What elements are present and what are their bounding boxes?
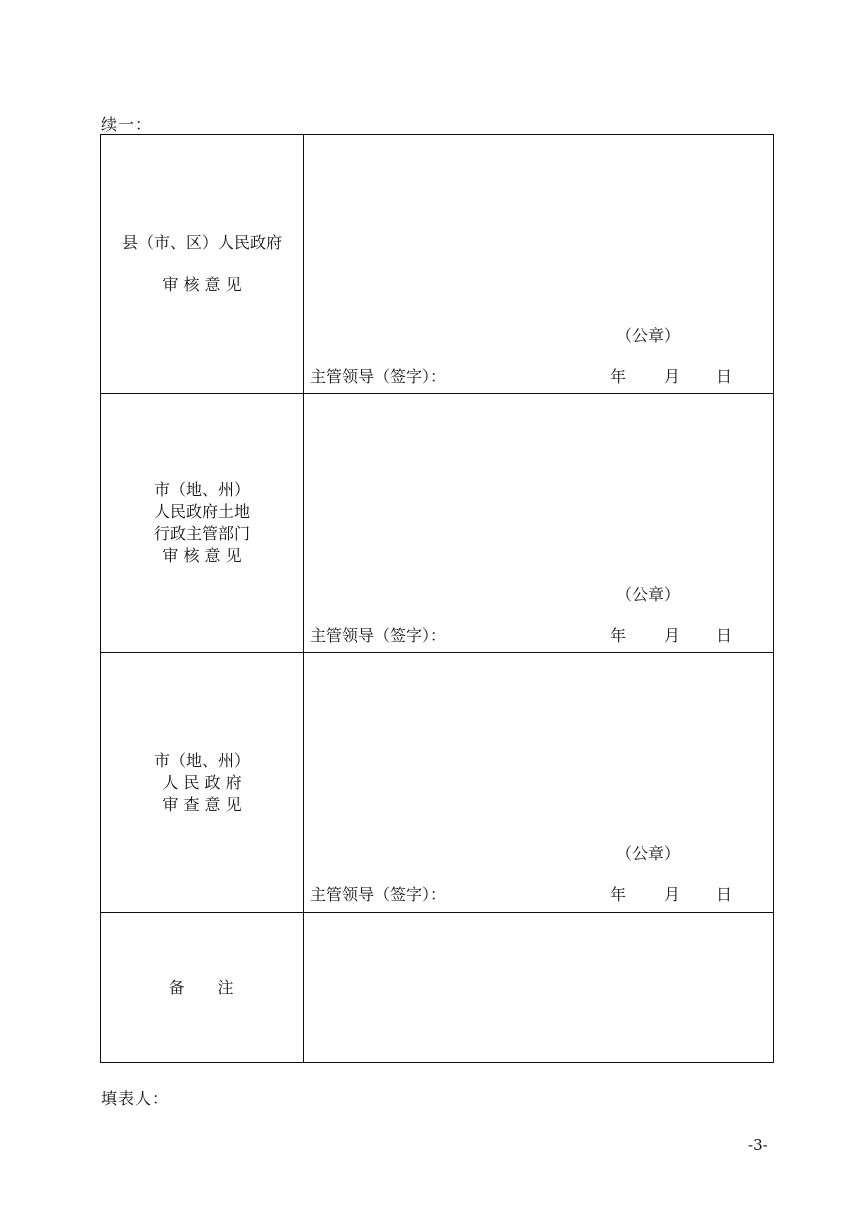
filler-label: 填表人： [101,1089,170,1108]
date-month-label: 月 [664,367,681,386]
review-form-table [100,134,774,1063]
county-review-content-cell[interactable] [304,135,774,394]
county-review-label-line-2: 审 核 意 见 [162,275,242,294]
city-gov-label-line-2: 人 民 政 府 [162,772,242,792]
date-day-label: 日 [716,885,733,904]
date-day-label: 日 [716,367,733,386]
city-land-label-line-1: 市（地、州） [153,480,250,499]
date-year-label: 年 [610,367,627,386]
city-gov-label-line-3: 审 查 意 见 [162,794,242,814]
signature-label: 主管领导（签字）： [310,367,447,386]
official-seal-label: （公章） [616,844,681,863]
city-land-review-label-cell [101,394,304,653]
signature-row [310,882,773,906]
city-gov-review-label-cell [101,653,304,913]
city-land-dept-review-row [101,394,774,653]
county-review-label-cell [101,135,304,394]
date-year-label: 年 [610,885,627,904]
official-seal-label: （公章） [616,585,681,604]
page-number: -3- [748,1136,768,1154]
city-land-review-content-cell[interactable] [304,394,774,653]
county-government-review-row [101,135,774,394]
signature-label: 主管领导（签字）： [310,626,447,645]
date-month-label: 月 [664,885,681,904]
county-review-label-line-1: 县（市、区）人民政府 [121,233,282,252]
city-gov-label-line-1: 市（地、州） [153,750,250,770]
remarks-label: 备 注 [168,977,236,997]
date-day-label: 日 [716,626,733,645]
signature-row [310,623,773,647]
city-gov-review-content-cell[interactable] [304,653,774,913]
city-land-label-line-2: 人民政府土地 [153,502,250,521]
remarks-row [101,913,774,1063]
remarks-content-cell[interactable] [304,913,774,1063]
signature-row [310,364,773,388]
city-land-label-line-4: 审 核 意 见 [162,546,242,565]
city-government-review-row [101,653,774,913]
city-land-label-line-3: 行政主管部门 [153,524,250,543]
official-seal-label: （公章） [616,326,681,345]
signature-label: 主管领导（签字）： [310,885,447,904]
date-year-label: 年 [610,626,627,645]
continuation-label: 续一： [101,115,153,134]
remarks-label-cell [101,913,304,1063]
date-month-label: 月 [664,626,681,645]
